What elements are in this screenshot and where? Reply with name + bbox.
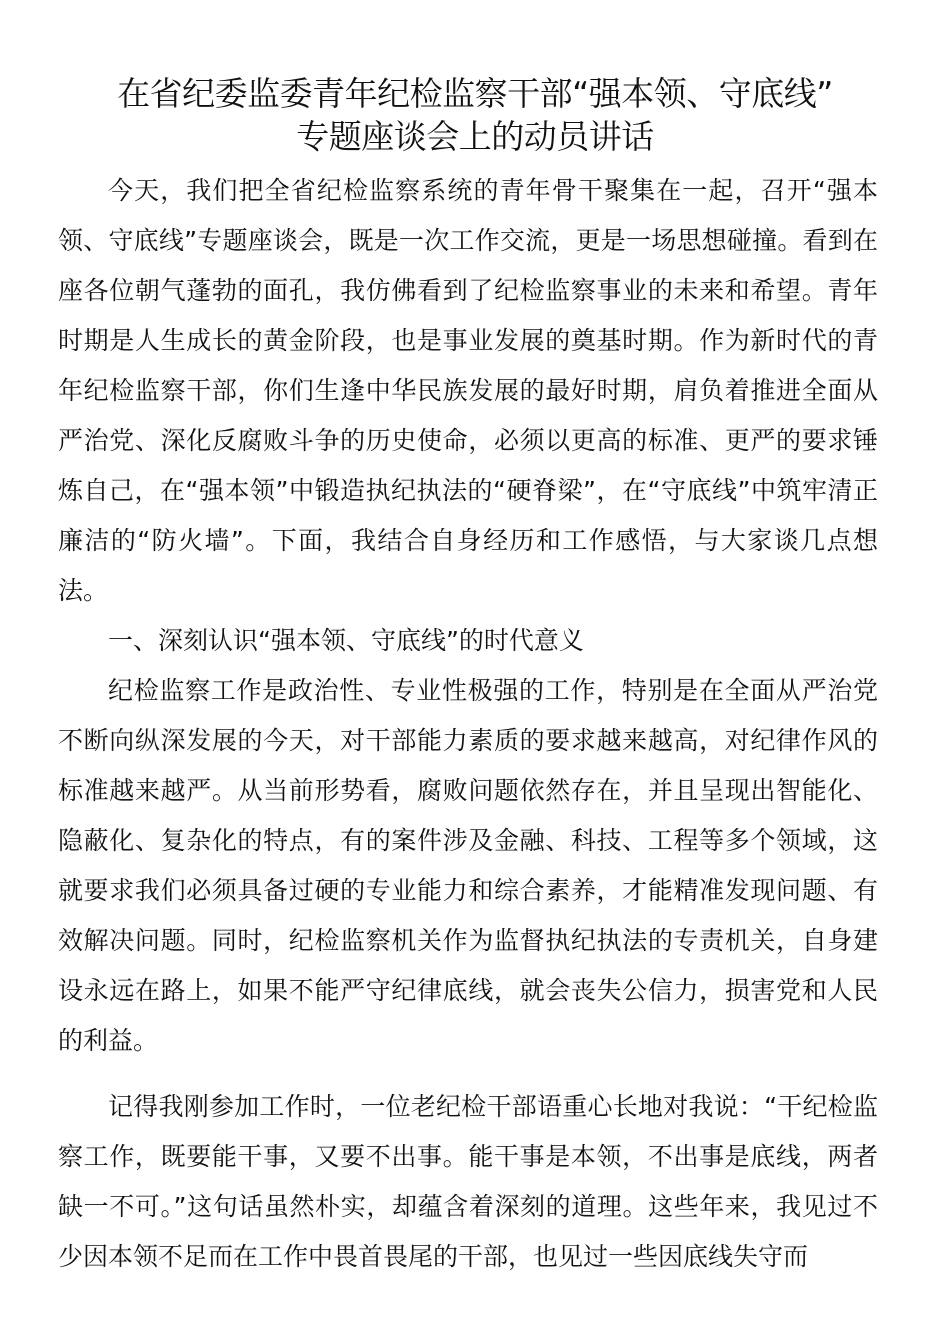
- document-title-line-1: 在省纪委监委青年纪检监察干部“强本领、守底线”: [117, 74, 833, 113]
- paragraph-opening: 今天，我们把全省纪检监察系统的青年骨干聚集在一起，召开“强本领、守底线”专题座谈会，既是一次工作交流，更是一场思想碰撞。看到在座各位朝气蓬勃的面孔，我仿佛看到了纪检监察事业的未来和希望。青年时期是人生成长的黄金阶段，也是事业发展的奠基时期。作为新时代的青年纪检监察干部，你们生逢中华民族发展的最好时期，肩负着推进全面从严治党、深化反腐败斗争的历史使命，必须以更高的标准、更严的要求锤炼自己，在“强本领”中锻造执纪执法的“硬脊梁”，在“守底线”中筑牢清正廉洁的“防火墙”。下面，我结合自身经历和工作感悟，与大家谈几点想法。: [58, 176, 878, 605]
- paragraph-significance: 纪检监察工作是政治性、专业性极强的工作，特别是在全面从严治党不断向纵深发展的今天，对干部能力素质的要求越来越高，对纪律作风的标准越来越严。从当前形势看，腐败问题依然存在，并且呈现出智能化、隐蔽化、复杂化的特点，有的案件涉及金融、科技、工程等多个领域，这就要求我们必须具备过硬的专业能力和综合素养，才能精准发现问题、有效解决问题。同时，纪检监察机关作为监督执纪执法的专责机关，自身建设永远在路上，如果不能严守纪律底线，就会丧失公信力，损害党和人民的利益。: [58, 676, 878, 1055]
- section-heading-1: 一、深刻认识“强本领、守底线”的时代意义: [108, 626, 584, 655]
- paragraph-anecdote: 记得我刚参加工作时，一位老纪检干部语重心长地对我说：“干纪检监察工作，既要能干事，又要不出事。能干事是本领，不出事是底线，两者缺一不可。”这句话虽然朴实，却蕴含着深刻的道理。这些年来，我见过不少因本领不足而在工作中畏首畏尾的干部，也见过一些因底线失守而: [58, 1092, 878, 1271]
- document-title-line-2: 专题座谈会上的动员讲话: [296, 117, 654, 156]
- document-body: [58, 166, 878, 1282]
